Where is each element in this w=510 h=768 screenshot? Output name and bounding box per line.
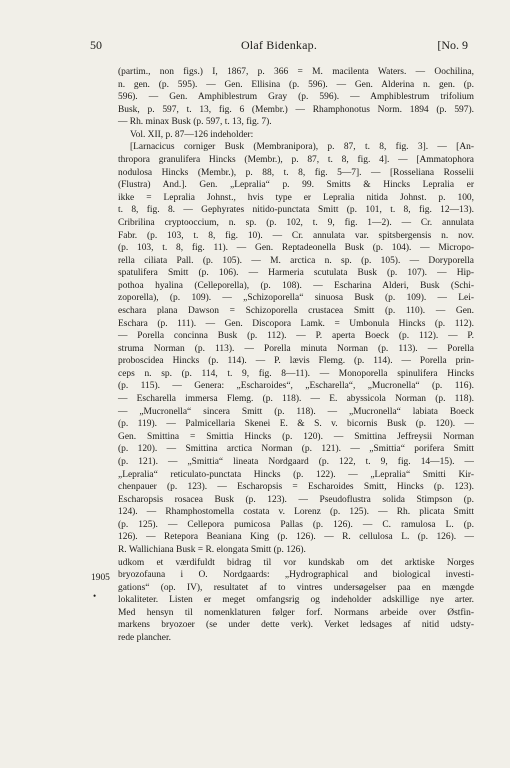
text-line: (p. 120). — Smittina arctica Norman (p. 121). — „Smittia“ porifera Smitt (118, 444, 474, 455)
text-line: Escharopsis rosacea Busk (p. 123). — Pseudoflustra solida Stimpson (p. (118, 494, 474, 505)
page-header (90, 38, 468, 54)
text-line: (p. 119). — Palmicellaria Skenei E. & S. v. bicornis Busk (p. 120). — (118, 419, 474, 430)
text-line: Busk, p. 597, t. 13, fig. 6 (Membr.) — Rhamphonotus Norm. 1894 (p. 597). (118, 104, 474, 115)
text-line: ikke = Lepralia Johnst., hvis type er Lepralia nitida Johnst. p. 100, (118, 192, 474, 203)
text-line: spatulifera Smitt (p. 106). — Harmeria scutulata Busk (p. 107). — Hip- (118, 268, 474, 279)
text-line: nodulosa Hincks (Membr.), p. 88, t. 8, fig. 5—7]. — [Rosseliana Rosselii (118, 167, 474, 178)
text-line: bryozofauna i O. Nordgaards: „Hydrographical and biological investi- (118, 570, 474, 581)
text-line: rella ciliata Pall. (p. 105). — M. arctica n. sp. (p. 105). — Doryporella (118, 255, 474, 266)
text-line: 596). — Gen. Amphiblestrum Gray (p. 596). — Amphiblestrum trifolium (118, 92, 474, 103)
text-line: proboscidea Hincks (p. 114). — P. lævis Flemg. (p. 114). — Porella prin- (118, 356, 474, 367)
text-line: rede plancher. (118, 633, 171, 644)
page-number: 50 (90, 38, 102, 52)
text-line: [Larnacicus corniger Busk (Membranipora), p. 87, t. 8, fig. 3]. — [An- (130, 142, 474, 153)
text-line: Cribrilina cryptooccium, n. sp. (p. 102, t. 9, fig. 1—2). — Cr. annulata (118, 217, 474, 228)
text-line: n. gen. (p. 595). — Gen. Ellisina (p. 596). — Gen. Alderina n. gen. (p. (118, 79, 474, 90)
text-line: gations“ (op. IV), resultatet af to vintres undersøgelser paa en mængde (118, 582, 474, 593)
text-line: thropora granulifera Hincks (Membr.), p. 87, t. 8, fig. 4]. — [Ammatophora (118, 155, 474, 166)
margin-year: 1905 (91, 573, 110, 583)
text-line: lokaliteter. Listen er meget omfangsrig og indeholder adskillige nye arter. (118, 595, 474, 606)
text-line: markens bryozoer (se under dette verk). Verket ledsages af nitid udsty- (118, 620, 474, 631)
text-line: pothoa hyalina (Celleporella), (p. 108). — Escharina Alderi, Busk (Schi- (118, 280, 474, 291)
text-line: udkom et værdifuldt bidrag til vor kundskab om det arktiske Norges (118, 557, 474, 568)
text-line: Fabr. (p. 103, t. 8, fig. 10). — Cr. annulata var. spitsbergensis n. nov. (118, 230, 474, 241)
text-line: — Rh. minax Busk (p. 597, t. 13, fig. 7). (118, 117, 272, 128)
margin-mark: • (93, 591, 97, 601)
text-line: chenpauer (p. 123). — Escharopsis = Escharoides Smitt, Hincks (p. 123). (118, 482, 474, 493)
text-line: t. 8, fig. 8. — Gephyrates nitido-punctata Smitt (p. 101, t. 8, fig. 12—13). (118, 205, 474, 216)
text-line: — Porella concinna Busk (p. 112). — P. aperta Boeck (p. 112). — P. (118, 331, 474, 342)
running-head-author: Olaf Bidenkap. (240, 38, 318, 52)
text-line: (partim., non figs.) I, 1867, p. 366 = M. macilenta Waters. — Oochilina, (118, 67, 474, 77)
text-line: (p. 121). — „Smittia“ lineata Nordgaard (p. 122, t. 9, fig. 14—15). — (118, 456, 474, 467)
text-line: (p. 125). — Cellepora pumicosa Pallas (p. 126). — C. ramulosa L. (p. (118, 519, 474, 530)
text-line: eschara plana Dawson = Schizoporella crustacea Smitt (p. 110). — Gen. (118, 305, 474, 316)
text-line: (p. 115). — Genera: „Escharoides“, „Escharella“, „Mucronella“ (p. 116). (118, 381, 474, 392)
text-line: Gen. Smittina = Smittia Hincks (p. 120). — Smittina Jeffreysii Norman (118, 431, 474, 442)
running-head-issue: [No. 9 (437, 38, 468, 52)
text-line: 126). — Retepora Beaniana King (p. 126). — R. cellulosa L. (p. 126). — (118, 532, 474, 543)
text-line: (Flustra) And.]. Gen. „Lepralia“ p. 99. Smitts & Hincks Lepralia er (118, 180, 474, 191)
text-line: zoporella), (p. 109). — „Schizoporella“ sinuosa Busk (p. 109). — Lei- (118, 293, 474, 304)
text-line: ceps n. sp. (p. 114, t. 9, fig. 8—11). — Monoporella spinulifera Hincks (118, 368, 474, 379)
text-line: Vol. XII, p. 87—126 indeholder: (130, 129, 254, 140)
text-line: R. Wallichiana Busk = R. elongata Smitt (p. 126). (118, 544, 306, 555)
text-line: Med hensyn til nomenklaturen følger forf. Normans arbeide over Østfin- (118, 607, 474, 618)
text-line: — „Mucronella“ sincera Smitt (p. 118). — „Mucronella“ labiata Boeck (118, 406, 474, 417)
body-text (118, 66, 474, 645)
text-line: „Lepralia“ reticulato-punctata Hincks (p. 122). — „Lepralia“ Smitti Kir- (118, 469, 474, 480)
text-line: — Escharella immersa Flemg. (p. 118). — E. abyssicola Norman (p. 118). (118, 394, 474, 405)
text-line: 124). — Rhamphostomella costata v. Lorenz (p. 125). — Rh. plicata Smitt (118, 507, 474, 518)
text-line: struma Norman (p. 113). — Porella minuta Norman (p. 113). — Porella (118, 343, 474, 354)
text-line: (p. 103, t. 8, fig. 11). — Gen. Reptadeonella Busk (p. 104). — Micropo- (118, 243, 474, 254)
text-line: Eschara (p. 111). — Gen. Discopora Lamk. = Umbonula Hincks (p. 112). (118, 318, 474, 329)
